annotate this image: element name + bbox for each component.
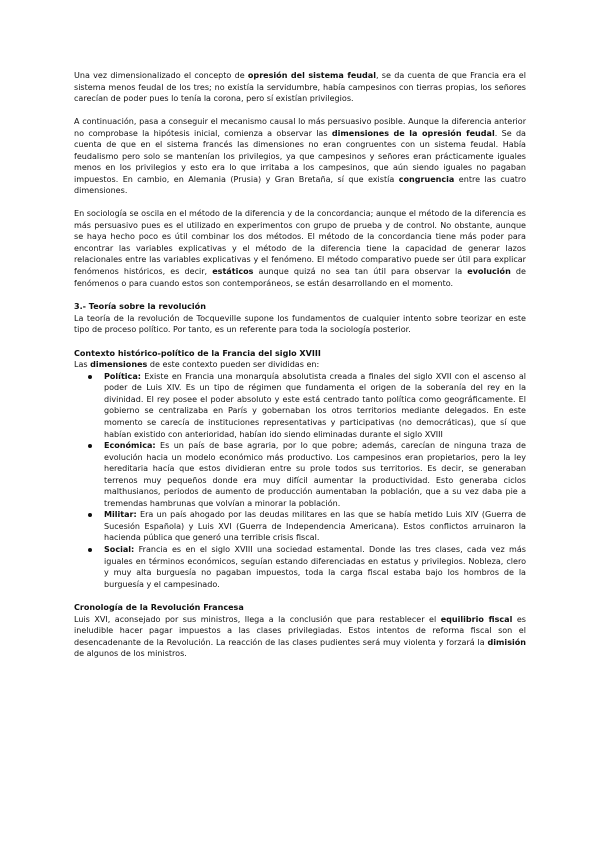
bullet-icon bbox=[88, 375, 92, 379]
paragraph-dimensions-intro: Las dimensiones de este contexto pueden ser divididas en: bbox=[74, 360, 320, 370]
bold-term: congruencia bbox=[398, 174, 455, 184]
bold-term: estáticos bbox=[212, 266, 254, 276]
bold-term: evolución bbox=[467, 266, 511, 276]
list-item-social: Social: Francia es en el siglo XVIII una sociedad estamental. Donde las tres clases, cada vez más iguales en términos económicos, seguían estando diferenciadas en estatus y privilegios. Nobleza, clero y muy alta burguesía no pagaban impuestos, toda la carga fiscal estaba bajo los hombros de la burguesía y el campesinado. bbox=[74, 544, 526, 590]
bold-term: dimisión bbox=[487, 637, 526, 647]
document-page bbox=[74, 70, 526, 660]
paragraph-revolution-theory: La teoría de la revolución de Tocqueville supone los fundamentos de cualquier intento sobre teorizar en este tipo de proceso político. Por tanto, es un referente para toda la sociología posterior. bbox=[74, 313, 526, 335]
bullet-icon bbox=[88, 444, 92, 448]
section-heading-historical-context: Contexto histórico-político de la Francia del siglo XVIII bbox=[74, 348, 321, 358]
bold-term: equilibrio fiscal bbox=[440, 614, 513, 624]
section-heading-chronology: Cronología de la Revolución Francesa bbox=[74, 603, 244, 613]
bullet-icon bbox=[88, 513, 92, 517]
paragraph-methods: En sociología se oscila en el método de la diferencia y de la concordancia; aunque el método de la diferencia es más persuasivo pues es el utilizado en experimentos con grupo de prueba y de control. No obstante, aunque se haya hecho poco es útil combinar los dos métodos. El método de la concordancia tiene más poder para encontrar las variables explicativas y el método de la diferencia tiene la capacidad de generar lazos relacionales entre las variables explicativas y el fenómeno. El método comparativo puede ser útil para explicar fenómenos históricos, es decir, estáticos aunque quizá no sea tan útil para observar la evolución de fenómenos o para cuando estos son contemporáneos, se están desarrollando en el momento. bbox=[74, 209, 526, 288]
bold-term: dimensiones de la opresión feudal bbox=[331, 128, 495, 138]
paragraph-feudal-oppression: Una vez dimensionalizado el concepto de opresión del sistema feudal, se da cuenta de que Francia era el sistema menos feudal de los tres; no existía la servidumbre, había campesinos con tierras propias, los señores carecían de poder pues lo tenía la corona, pero sí existían privilegios. bbox=[74, 71, 526, 104]
bullet-label: Económica: bbox=[104, 441, 156, 451]
paragraph-causal-mechanism: A continuación, pasa a conseguir el mecanismo causal lo más persuasivo posible. Aunque la diferencia anterior no comprobase la hipótesis inicial, comienza a observar las dimensiones de la opresión feudal. Se da cuenta de que en el sistema francés las dimensiones no eran congruentes con un sistema feudal. Había feudalismo pero solo se mantenían los privilegios, ya que campesinos y señores eran prácticamente iguales menos en los privilegios y esto era lo que irritaba a los campesinos, que aún siendo iguales no pagaban impuestos. En cambio, en Alemania (Prusia) y Gran Bretaña, sí que existía congruencia entre las cuatro dimensiones. bbox=[74, 117, 526, 196]
section-heading-revolution-theory: 3.- Teoría sobre la revolución bbox=[74, 302, 206, 312]
bold-term: opresión del sistema feudal bbox=[247, 71, 376, 80]
list-item-politica: Política: Existe en Francia una monarquía absolutista creada a finales del siglo XVII con el ascenso al poder de Luis XIV. Es un tipo de régimen que fundamenta el origen de la soberanía del rey en la divinidad. El rey posee el poder absoluto y este está centrado tanto política como geográficamente. El gobierno se centralizaba en París y gobernaban los otros territorios mediante delegados. En este momento se carecía de instituciones representativas y participativas (no democráticas), que sí que habían existido con anterioridad, habían ido siendo eliminadas durante el siglo XVIII bbox=[74, 371, 526, 440]
bullet-label: Militar: bbox=[104, 510, 137, 520]
bullet-label: Política: bbox=[104, 371, 141, 381]
list-item-economica: Económica: Es un país de base agraria, por lo que pobre; además, carecían de ninguna traza de evolución hacia un modelo económico más productivo. Los campesinos eran propietarios, pero la ley hereditaria hacía que estos dividieran entre su prole todos sus territorios. Es decir, se generaban terrenos muy pequeños donde era muy difícil aumentar la productividad. Esto generaba ciclos malthusianos, periodos de aumento de producción aumentaban la población, que a su vez daba pie a tremendas hambrunas que volvían a minorar la población. bbox=[74, 440, 526, 509]
bold-term: dimensiones bbox=[90, 360, 148, 370]
bullet-icon bbox=[88, 548, 92, 552]
paragraph-chronology: Luis XVI, aconsejado por sus ministros, llega a la conclusión que para restablecer el equilibrio fiscal es ineludible hacer pagar impuestos a las clases privilegiadas. Estos intentos de reforma fiscal son el desencadenante de la Revolución. La reacción de las clases pudientes será muy violenta y forzará la dimisión de algunos de los ministros. bbox=[74, 614, 526, 659]
list-item-militar: Militar: Era un país ahogado por las deudas militares en las que se había metido Luis XIV (Guerra de Sucesión Española) y Luis XVI (Guerra de Independencia Americana). Estos conflictos arruinaron la hacienda pública que generó una terrible crisis fiscal. bbox=[74, 509, 526, 544]
dimensions-list bbox=[74, 371, 526, 590]
bullet-label: Social: bbox=[104, 545, 135, 555]
